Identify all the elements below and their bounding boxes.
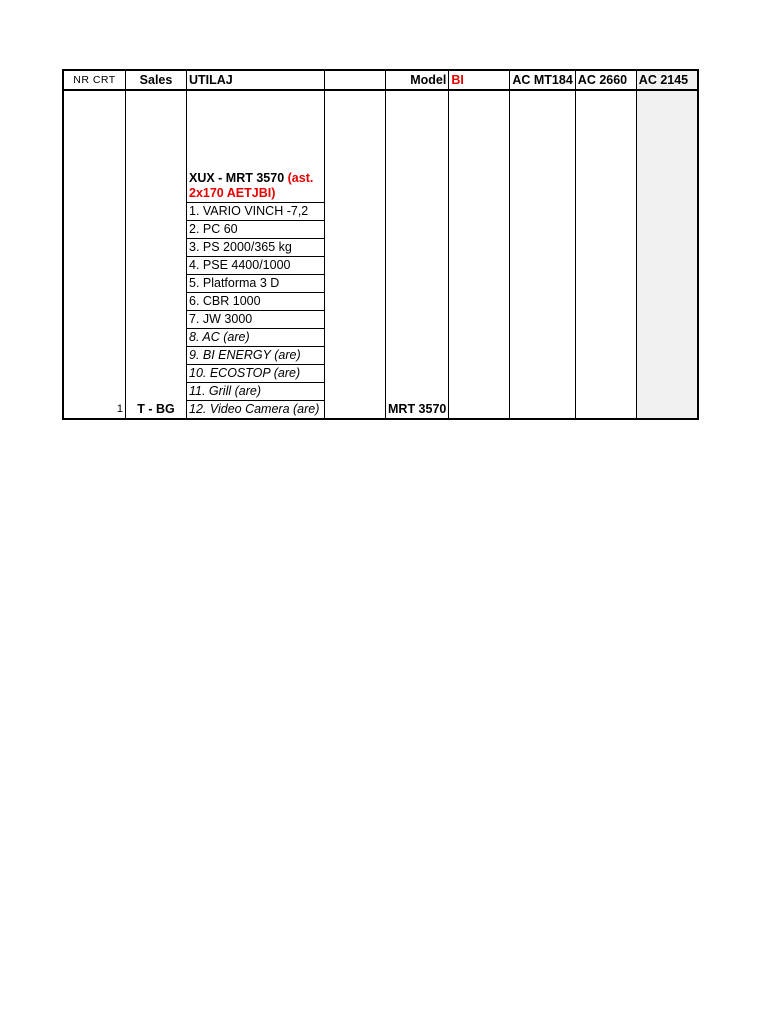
utilaj-item-cell[interactable]: 3. PS 2000/365 kg — [187, 239, 325, 257]
model-cell[interactable]: MRT 3570 — [386, 90, 449, 419]
utilaj-item-cell[interactable]: 4. PSE 4400/1000 — [187, 257, 325, 275]
utilaj-item-cell[interactable]: 12. Video Camera (are) — [187, 401, 325, 420]
header-ac-mt184[interactable]: AC MT184 — [510, 70, 575, 90]
ac-2660-cell[interactable] — [575, 90, 636, 419]
utilaj-item-cell[interactable]: 10. ECOSTOP (are) — [187, 365, 325, 383]
utilaj-item-cell[interactable]: 8. AC (are) — [187, 329, 325, 347]
header-bi[interactable]: BI — [449, 70, 510, 90]
utilaj-item-cell[interactable]: 9. BI ENERGY (are) — [187, 347, 325, 365]
header-nr-crt[interactable]: NR CRT — [63, 70, 126, 90]
utilaj-title-main: XUX - MRT 3570 — [189, 171, 288, 185]
utilaj-item-cell[interactable]: 7. JW 3000 — [187, 311, 325, 329]
header-utilaj[interactable]: UTILAJ — [187, 70, 325, 90]
utilaj-item-cell[interactable]: 2. PC 60 — [187, 221, 325, 239]
header-ac-2660[interactable]: AC 2660 — [575, 70, 636, 90]
header-model[interactable]: Model — [386, 70, 449, 90]
header-ac-2145[interactable]: AC 2145 — [636, 70, 698, 90]
header-blank[interactable] — [325, 70, 386, 90]
utilaj-item-cell[interactable]: 5. Platforma 3 D — [187, 275, 325, 293]
utilaj-item-cell[interactable]: 11. Grill (are) — [187, 383, 325, 401]
blank-cell[interactable] — [325, 90, 386, 419]
utilaj-title-note: (ast. 2x170 AETJBI) — [189, 171, 314, 200]
header-row — [63, 70, 698, 90]
ac-2145-cell[interactable] — [636, 90, 698, 419]
header-sales[interactable]: Sales — [126, 70, 187, 90]
equipment-table — [62, 69, 699, 420]
spreadsheet — [62, 69, 699, 420]
utilaj-item-cell[interactable]: 1. VARIO VINCH -7,2 — [187, 203, 325, 221]
ac-mt184-cell[interactable] — [510, 90, 575, 419]
title-row — [63, 90, 698, 203]
utilaj-item-cell[interactable]: 6. CBR 1000 — [187, 293, 325, 311]
nr-crt-cell[interactable]: 1 — [63, 90, 126, 419]
sales-cell[interactable]: T - BG — [126, 90, 187, 419]
utilaj-title-cell[interactable] — [187, 90, 325, 203]
bi-cell[interactable] — [449, 90, 510, 419]
